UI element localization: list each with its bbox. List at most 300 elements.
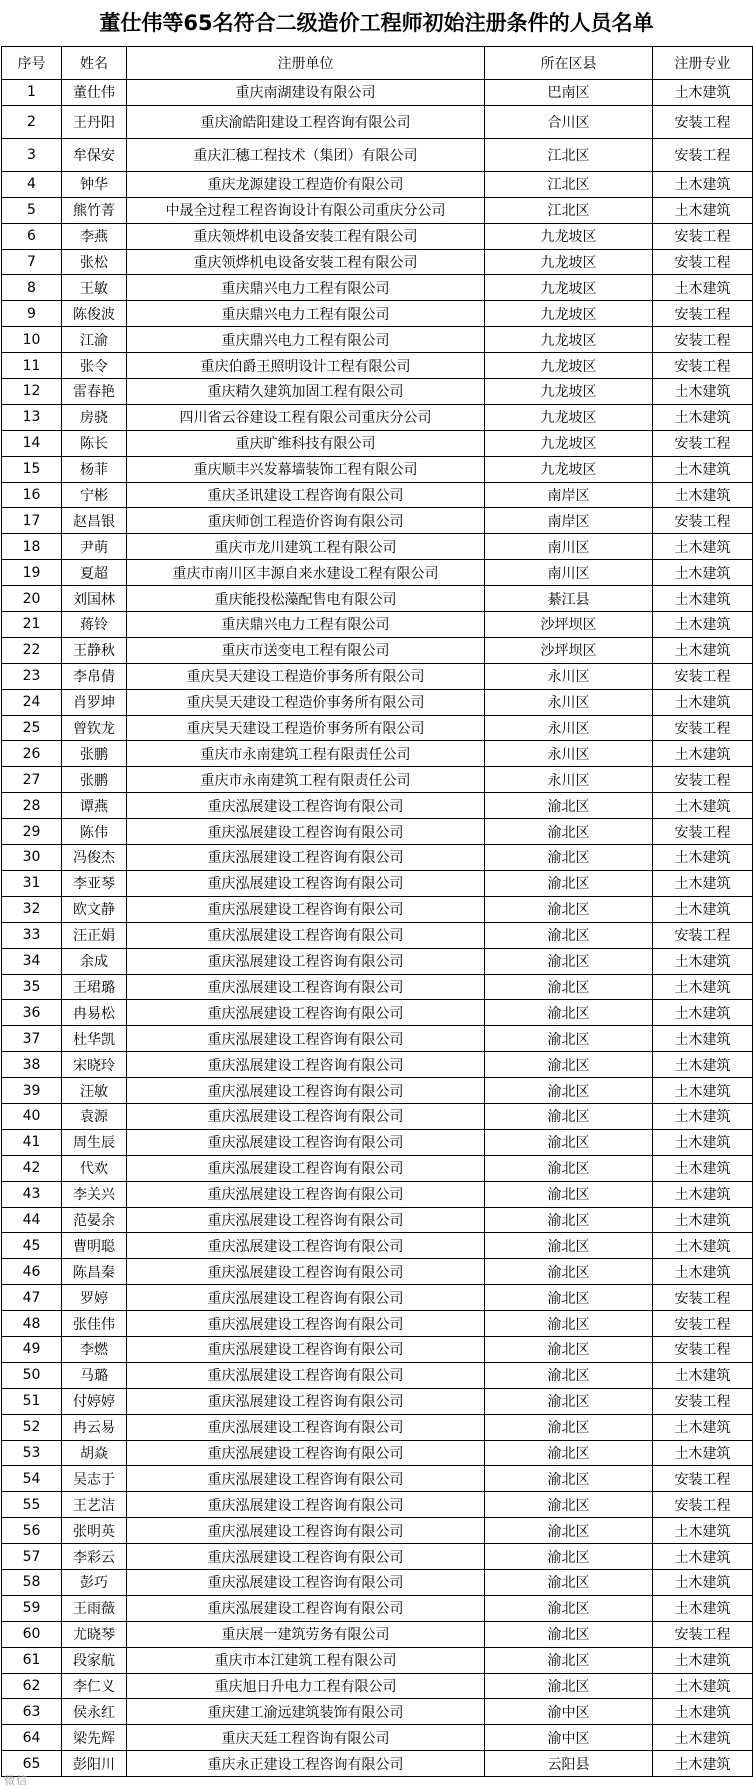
- cell-name: 代欢: [62, 1155, 127, 1181]
- cell-major: 土木建筑: [653, 896, 753, 922]
- column-header-district: 所在区县: [485, 47, 653, 80]
- cell-number: 30: [2, 845, 62, 871]
- cell-major: 土木建筑: [653, 948, 753, 974]
- cell-number: 54: [2, 1466, 62, 1492]
- cell-unit: 重庆圣讯建设工程咨询有限公司: [127, 482, 485, 508]
- cell-district: 永川区: [485, 715, 653, 741]
- cell-major: 土木建筑: [653, 1103, 753, 1129]
- cell-number: 62: [2, 1673, 62, 1699]
- cell-name: 谭燕: [62, 793, 127, 819]
- table-row: [2, 896, 753, 922]
- cell-district: 渝北区: [485, 1518, 653, 1544]
- cell-major: 土木建筑: [653, 612, 753, 638]
- table-row: [2, 105, 753, 138]
- cell-name: 袁源: [62, 1103, 127, 1129]
- cell-major: 土木建筑: [653, 1595, 753, 1621]
- cell-number: 3: [2, 138, 62, 171]
- cell-major: 土木建筑: [653, 1129, 753, 1155]
- table-row: [2, 1259, 753, 1285]
- table-row: [2, 1751, 753, 1777]
- cell-unit: 重庆市永南建筑工程有限责任公司: [127, 767, 485, 793]
- cell-district: 渝北区: [485, 1000, 653, 1026]
- cell-major: 安装工程: [653, 1336, 753, 1362]
- table-row: [2, 845, 753, 871]
- cell-unit: 重庆泓展建设工程咨询有限公司: [127, 1595, 485, 1621]
- cell-district: 永川区: [485, 741, 653, 767]
- cell-unit: 重庆泓展建设工程咨询有限公司: [127, 845, 485, 871]
- cell-major: 土木建筑: [653, 1000, 753, 1026]
- cell-number: 36: [2, 1000, 62, 1026]
- cell-number: 49: [2, 1336, 62, 1362]
- table-row: [2, 870, 753, 896]
- cell-major: 土木建筑: [653, 1155, 753, 1181]
- table-body: [2, 80, 753, 1777]
- cell-major: 土木建筑: [653, 456, 753, 482]
- table-row: [2, 1699, 753, 1725]
- cell-unit: 重庆永正建设工程咨询有限公司: [127, 1751, 485, 1777]
- cell-number: 24: [2, 689, 62, 715]
- cell-unit: 重庆鼎兴电力工程有限公司: [127, 301, 485, 327]
- table-row: [2, 430, 753, 456]
- cell-name: 张鹏: [62, 767, 127, 793]
- cell-unit: 重庆伯爵王照明设计工程有限公司: [127, 353, 485, 379]
- table-row: [2, 223, 753, 249]
- cell-district: 南川区: [485, 534, 653, 560]
- cell-major: 安装工程: [653, 353, 753, 379]
- table-row: [2, 767, 753, 793]
- cell-district: 江北区: [485, 171, 653, 197]
- table-row: [2, 1492, 753, 1518]
- cell-number: 31: [2, 870, 62, 896]
- cell-major: 土木建筑: [653, 1026, 753, 1052]
- cell-district: 渝北区: [485, 1052, 653, 1078]
- cell-name: 房骁: [62, 404, 127, 430]
- table-row: [2, 80, 753, 106]
- table-row: [2, 612, 753, 638]
- cell-unit: 重庆泓展建设工程咨询有限公司: [127, 1181, 485, 1207]
- cell-name: 李亚琴: [62, 870, 127, 896]
- cell-unit: 重庆泓展建设工程咨询有限公司: [127, 1311, 485, 1337]
- cell-major: 土木建筑: [653, 560, 753, 586]
- cell-district: 永川区: [485, 767, 653, 793]
- table-row: [2, 1466, 753, 1492]
- cell-number: 29: [2, 819, 62, 845]
- cell-unit: 重庆泓展建设工程咨询有限公司: [127, 1336, 485, 1362]
- cell-district: 渝北区: [485, 1181, 653, 1207]
- cell-unit: 重庆领烨机电设备安装工程有限公司: [127, 223, 485, 249]
- cell-number: 16: [2, 482, 62, 508]
- cell-name: 张松: [62, 249, 127, 275]
- cell-unit: 重庆领烨机电设备安装工程有限公司: [127, 249, 485, 275]
- cell-district: 九龙坡区: [485, 301, 653, 327]
- cell-unit: 重庆泓展建设工程咨询有限公司: [127, 793, 485, 819]
- cell-district: 渝北区: [485, 1078, 653, 1104]
- cell-unit: 重庆泓展建设工程咨询有限公司: [127, 896, 485, 922]
- cell-district: 云阳县: [485, 1751, 653, 1777]
- table-row: [2, 404, 753, 430]
- table-row: [2, 1285, 753, 1311]
- cell-major: 土木建筑: [653, 845, 753, 871]
- table-row: [2, 138, 753, 171]
- cell-district: 渝北区: [485, 1544, 653, 1570]
- cell-number: 45: [2, 1233, 62, 1259]
- cell-name: 胡焱: [62, 1440, 127, 1466]
- cell-district: 渝北区: [485, 1492, 653, 1518]
- cell-major: 土木建筑: [653, 1647, 753, 1673]
- cell-unit: 重庆泓展建设工程咨询有限公司: [127, 1492, 485, 1518]
- cell-major: 安装工程: [653, 249, 753, 275]
- cell-unit: 重庆泓展建设工程咨询有限公司: [127, 922, 485, 948]
- cell-unit: 重庆泓展建设工程咨询有限公司: [127, 1026, 485, 1052]
- table-row: [2, 715, 753, 741]
- cell-name: 王珺璐: [62, 974, 127, 1000]
- cell-name: 宋晓玲: [62, 1052, 127, 1078]
- cell-number: 57: [2, 1544, 62, 1570]
- cell-unit: 重庆泓展建设工程咨询有限公司: [127, 1466, 485, 1492]
- cell-number: 27: [2, 767, 62, 793]
- cell-name: 宁彬: [62, 482, 127, 508]
- cell-number: 6: [2, 223, 62, 249]
- cell-number: 8: [2, 275, 62, 301]
- cell-name: 冉易松: [62, 1000, 127, 1026]
- cell-unit: 重庆泓展建设工程咨询有限公司: [127, 948, 485, 974]
- column-header-number: 序号: [2, 47, 62, 80]
- cell-unit: 重庆鼎兴电力工程有限公司: [127, 612, 485, 638]
- cell-name: 肖罗坤: [62, 689, 127, 715]
- cell-unit: 重庆泓展建设工程咨询有限公司: [127, 1233, 485, 1259]
- cell-name: 汪正娟: [62, 922, 127, 948]
- cell-number: 39: [2, 1078, 62, 1104]
- cell-major: 土木建筑: [653, 1414, 753, 1440]
- cell-unit: 重庆能投松藻配售电有限公司: [127, 586, 485, 612]
- cell-number: 4: [2, 171, 62, 197]
- cell-major: 土木建筑: [653, 1078, 753, 1104]
- cell-district: 渝中区: [485, 1699, 653, 1725]
- cell-district: 渝北区: [485, 974, 653, 1000]
- cell-name: 吴志于: [62, 1466, 127, 1492]
- cell-unit: 重庆泓展建设工程咨询有限公司: [127, 974, 485, 1000]
- cell-name: 王敏: [62, 275, 127, 301]
- cell-name: 张明英: [62, 1518, 127, 1544]
- cell-district: 渝北区: [485, 1362, 653, 1388]
- cell-unit: 重庆泓展建设工程咨询有限公司: [127, 1569, 485, 1595]
- cell-number: 9: [2, 301, 62, 327]
- cell-district: 渝北区: [485, 1673, 653, 1699]
- table-row: [2, 637, 753, 663]
- cell-name: 余成: [62, 948, 127, 974]
- cell-number: 60: [2, 1621, 62, 1647]
- cell-number: 56: [2, 1518, 62, 1544]
- cell-number: 2: [2, 105, 62, 138]
- cell-unit: 重庆顺丰兴发幕墙装饰工程有限公司: [127, 456, 485, 482]
- cell-unit: 重庆南湖建设有限公司: [127, 80, 485, 106]
- cell-unit: 重庆旭日升电力工程有限公司: [127, 1673, 485, 1699]
- cell-name: 马璐: [62, 1362, 127, 1388]
- cell-district: 九龙坡区: [485, 456, 653, 482]
- cell-name: 杨菲: [62, 456, 127, 482]
- cell-unit: 重庆鼎兴电力工程有限公司: [127, 327, 485, 353]
- cell-name: 李彩云: [62, 1544, 127, 1570]
- cell-district: 九龙坡区: [485, 430, 653, 456]
- table-row: [2, 327, 753, 353]
- cell-name: 刘国林: [62, 586, 127, 612]
- cell-unit: 重庆泓展建设工程咨询有限公司: [127, 1414, 485, 1440]
- cell-major: 安装工程: [653, 1466, 753, 1492]
- cell-district: 渝北区: [485, 793, 653, 819]
- table-row: [2, 922, 753, 948]
- cell-name: 梁先辉: [62, 1725, 127, 1751]
- registrant-table: [1, 46, 753, 1777]
- cell-major: 土木建筑: [653, 1518, 753, 1544]
- cell-number: 63: [2, 1699, 62, 1725]
- cell-number: 61: [2, 1647, 62, 1673]
- table-row: [2, 171, 753, 197]
- cell-name: 陈长: [62, 430, 127, 456]
- table-row: [2, 534, 753, 560]
- cell-unit: 重庆泓展建设工程咨询有限公司: [127, 1362, 485, 1388]
- cell-number: 28: [2, 793, 62, 819]
- cell-district: 渝北区: [485, 1647, 653, 1673]
- cell-name: 夏超: [62, 560, 127, 586]
- cell-number: 20: [2, 586, 62, 612]
- cell-district: 九龙坡区: [485, 379, 653, 405]
- table-row: [2, 1544, 753, 1570]
- cell-number: 41: [2, 1129, 62, 1155]
- cell-major: 安装工程: [653, 327, 753, 353]
- cell-district: 渝北区: [485, 1621, 653, 1647]
- cell-district: 江北区: [485, 197, 653, 223]
- cell-unit: 重庆师创工程造价咨询有限公司: [127, 508, 485, 534]
- cell-unit: 重庆龙源建设工程造价有限公司: [127, 171, 485, 197]
- cell-major: 土木建筑: [653, 741, 753, 767]
- cell-district: 南岸区: [485, 508, 653, 534]
- cell-name: 董仕伟: [62, 80, 127, 106]
- cell-major: 安装工程: [653, 715, 753, 741]
- table-row: [2, 819, 753, 845]
- table-row: [2, 1725, 753, 1751]
- cell-name: 尹萌: [62, 534, 127, 560]
- cell-unit: 中晟全过程工程咨询设计有限公司重庆分公司: [127, 197, 485, 223]
- table-row: [2, 1621, 753, 1647]
- cell-major: 土木建筑: [653, 1569, 753, 1595]
- cell-name: 陈俊波: [62, 301, 127, 327]
- cell-major: 安装工程: [653, 922, 753, 948]
- cell-unit: 重庆昊天建设工程造价事务所有限公司: [127, 715, 485, 741]
- cell-number: 51: [2, 1388, 62, 1414]
- cell-number: 17: [2, 508, 62, 534]
- cell-unit: 重庆泓展建设工程咨询有限公司: [127, 1129, 485, 1155]
- cell-name: 彭巧: [62, 1569, 127, 1595]
- cell-name: 李帛倩: [62, 663, 127, 689]
- cell-district: 九龙坡区: [485, 404, 653, 430]
- cell-unit: 重庆泓展建设工程咨询有限公司: [127, 870, 485, 896]
- cell-number: 43: [2, 1181, 62, 1207]
- cell-unit: 重庆渝皓阳建设工程咨询有限公司: [127, 105, 485, 138]
- cell-number: 40: [2, 1103, 62, 1129]
- table-row: [2, 1388, 753, 1414]
- table-row: [2, 353, 753, 379]
- watermark: 微信: [4, 1774, 28, 1787]
- cell-name: 钟华: [62, 171, 127, 197]
- cell-name: 曾钦龙: [62, 715, 127, 741]
- table-row: [2, 741, 753, 767]
- cell-number: 1: [2, 80, 62, 106]
- table-row: [2, 689, 753, 715]
- cell-name: 段家航: [62, 1647, 127, 1673]
- cell-major: 土木建筑: [653, 793, 753, 819]
- cell-district: 江北区: [485, 138, 653, 171]
- cell-major: 土木建筑: [653, 1207, 753, 1233]
- cell-number: 42: [2, 1155, 62, 1181]
- cell-unit: 重庆泓展建设工程咨询有限公司: [127, 1285, 485, 1311]
- cell-name: 蒋铃: [62, 612, 127, 638]
- cell-unit: 重庆市本江建筑工程有限公司: [127, 1647, 485, 1673]
- cell-name: 牟保安: [62, 138, 127, 171]
- cell-district: 渝中区: [485, 1725, 653, 1751]
- cell-number: 47: [2, 1285, 62, 1311]
- cell-district: 渝北区: [485, 1155, 653, 1181]
- cell-major: 土木建筑: [653, 534, 753, 560]
- cell-unit: 重庆天廷工程咨询有限公司: [127, 1725, 485, 1751]
- cell-name: 张鹏: [62, 741, 127, 767]
- cell-major: 安装工程: [653, 1388, 753, 1414]
- table-row: [2, 1078, 753, 1104]
- table-row: [2, 301, 753, 327]
- table-row: [2, 275, 753, 301]
- cell-district: 渝北区: [485, 922, 653, 948]
- cell-district: 渝北区: [485, 1285, 653, 1311]
- cell-major: 土木建筑: [653, 1673, 753, 1699]
- cell-district: 渝北区: [485, 1129, 653, 1155]
- cell-name: 王艺洁: [62, 1492, 127, 1518]
- cell-unit: 重庆泓展建设工程咨询有限公司: [127, 1000, 485, 1026]
- cell-district: 永川区: [485, 663, 653, 689]
- cell-major: 土木建筑: [653, 197, 753, 223]
- cell-unit: 重庆精久建筑加固工程有限公司: [127, 379, 485, 405]
- cell-district: 渝北区: [485, 1440, 653, 1466]
- cell-major: 土木建筑: [653, 870, 753, 896]
- cell-number: 64: [2, 1725, 62, 1751]
- cell-name: 王静秋: [62, 637, 127, 663]
- cell-district: 渝北区: [485, 1311, 653, 1337]
- cell-number: 44: [2, 1207, 62, 1233]
- cell-unit: 重庆展一建筑劳务有限公司: [127, 1621, 485, 1647]
- cell-major: 土木建筑: [653, 1725, 753, 1751]
- cell-major: 土木建筑: [653, 80, 753, 106]
- cell-number: 53: [2, 1440, 62, 1466]
- cell-major: 土木建筑: [653, 974, 753, 1000]
- cell-name: 冯俊杰: [62, 845, 127, 871]
- table-row: [2, 197, 753, 223]
- table-row: [2, 948, 753, 974]
- cell-number: 14: [2, 430, 62, 456]
- cell-name: 杜华凯: [62, 1026, 127, 1052]
- cell-name: 冉云易: [62, 1414, 127, 1440]
- cell-unit: 重庆泓展建设工程咨询有限公司: [127, 1052, 485, 1078]
- table-row: [2, 586, 753, 612]
- cell-number: 21: [2, 612, 62, 638]
- cell-unit: 重庆泓展建设工程咨询有限公司: [127, 1078, 485, 1104]
- cell-major: 安装工程: [653, 1285, 753, 1311]
- table-row: [2, 560, 753, 586]
- cell-district: 沙坪坝区: [485, 637, 653, 663]
- cell-name: 李关兴: [62, 1181, 127, 1207]
- cell-major: 安装工程: [653, 1492, 753, 1518]
- cell-major: 土木建筑: [653, 586, 753, 612]
- cell-unit: 重庆建工渝远建筑装饰有限公司: [127, 1699, 485, 1725]
- table-row: [2, 1362, 753, 1388]
- table-row: [2, 1052, 753, 1078]
- cell-district: 渝北区: [485, 870, 653, 896]
- cell-district: 渝北区: [485, 948, 653, 974]
- cell-major: 安装工程: [653, 1311, 753, 1337]
- cell-unit: 重庆泓展建设工程咨询有限公司: [127, 819, 485, 845]
- cell-name: 赵昌银: [62, 508, 127, 534]
- table-row: [2, 379, 753, 405]
- cell-district: 南岸区: [485, 482, 653, 508]
- table-row: [2, 1233, 753, 1259]
- cell-district: 九龙坡区: [485, 275, 653, 301]
- table-row: [2, 974, 753, 1000]
- cell-number: 10: [2, 327, 62, 353]
- cell-major: 土木建筑: [653, 482, 753, 508]
- table-row: [2, 1103, 753, 1129]
- cell-major: 安装工程: [653, 138, 753, 171]
- cell-district: 渝北区: [485, 1026, 653, 1052]
- cell-major: 土木建筑: [653, 637, 753, 663]
- cell-name: 汪敏: [62, 1078, 127, 1104]
- table-row: [2, 1518, 753, 1544]
- cell-district: 渝北区: [485, 819, 653, 845]
- cell-major: 土木建筑: [653, 379, 753, 405]
- cell-major: 土木建筑: [653, 1440, 753, 1466]
- cell-district: 巴南区: [485, 80, 653, 106]
- cell-number: 26: [2, 741, 62, 767]
- table-row: [2, 1155, 753, 1181]
- cell-unit: 重庆汇穗工程技术（集团）有限公司: [127, 138, 485, 171]
- cell-number: 37: [2, 1026, 62, 1052]
- cell-unit: 重庆市龙川建筑工程有限公司: [127, 534, 485, 560]
- cell-district: 九龙坡区: [485, 327, 653, 353]
- cell-name: 雷春艳: [62, 379, 127, 405]
- cell-number: 52: [2, 1414, 62, 1440]
- cell-name: 罗婷: [62, 1285, 127, 1311]
- cell-district: 渝北区: [485, 845, 653, 871]
- cell-name: 陈昌秦: [62, 1259, 127, 1285]
- cell-number: 38: [2, 1052, 62, 1078]
- table-row: [2, 1181, 753, 1207]
- cell-unit: 重庆泓展建设工程咨询有限公司: [127, 1103, 485, 1129]
- cell-district: 渝北区: [485, 1569, 653, 1595]
- cell-district: 九龙坡区: [485, 353, 653, 379]
- cell-unit: 重庆泓展建设工程咨询有限公司: [127, 1388, 485, 1414]
- cell-number: 33: [2, 922, 62, 948]
- table-row: [2, 482, 753, 508]
- cell-unit: 四川省云谷建设工程有限公司重庆分公司: [127, 404, 485, 430]
- cell-unit: 重庆泓展建设工程咨询有限公司: [127, 1440, 485, 1466]
- cell-number: 50: [2, 1362, 62, 1388]
- cell-name: 王丹阳: [62, 105, 127, 138]
- cell-unit: 重庆昊天建设工程造价事务所有限公司: [127, 663, 485, 689]
- cell-major: 土木建筑: [653, 1362, 753, 1388]
- cell-number: 25: [2, 715, 62, 741]
- cell-number: 58: [2, 1569, 62, 1595]
- table-row: [2, 1207, 753, 1233]
- cell-major: 土木建筑: [653, 275, 753, 301]
- cell-name: 曹明聪: [62, 1233, 127, 1259]
- cell-number: 13: [2, 404, 62, 430]
- cell-major: 安装工程: [653, 767, 753, 793]
